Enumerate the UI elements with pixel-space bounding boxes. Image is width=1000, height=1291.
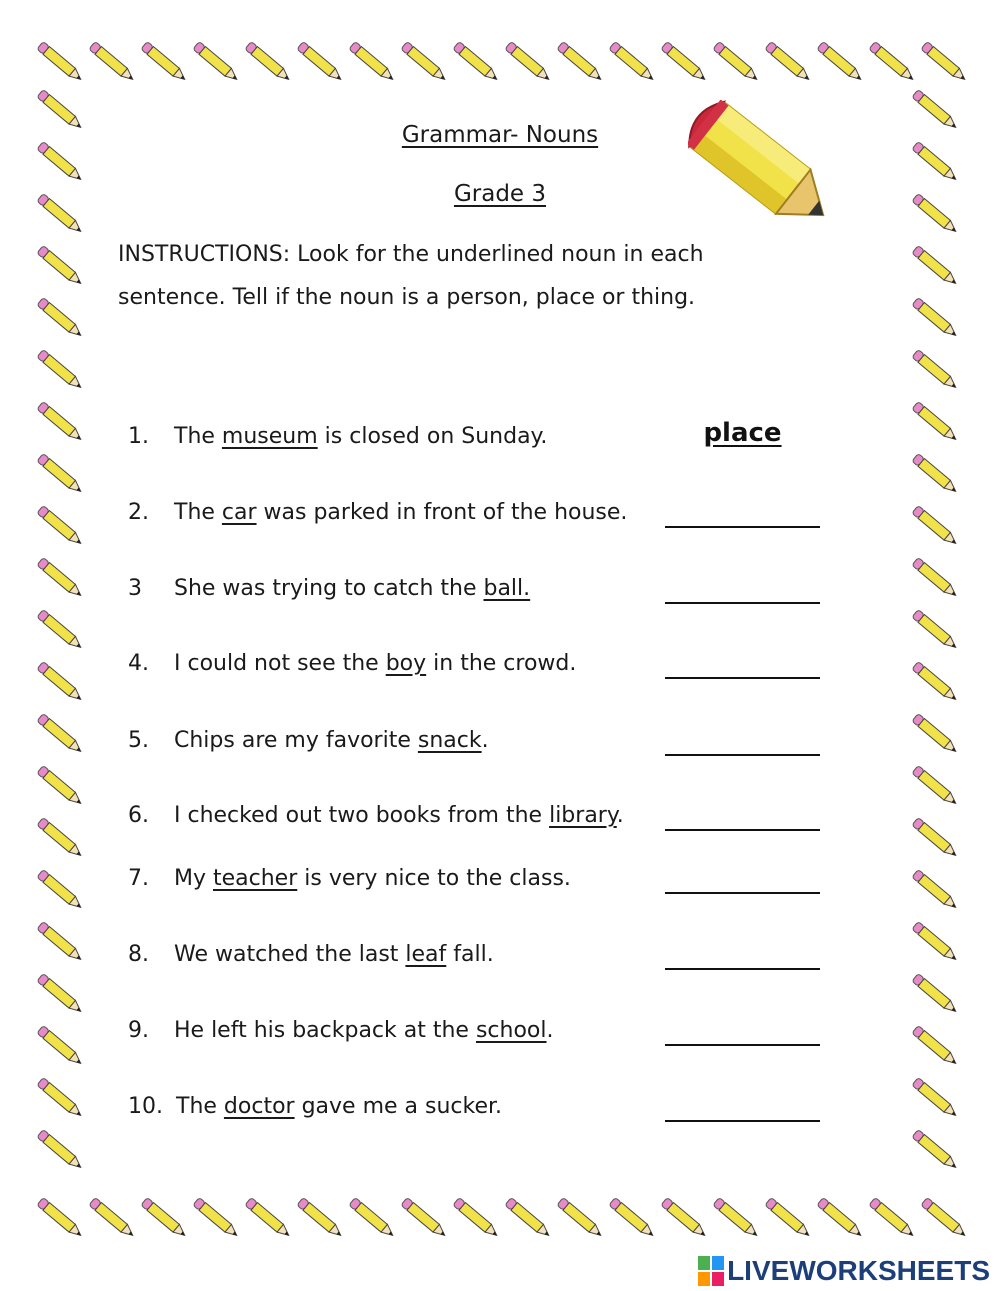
border-pencil-icon [912, 713, 959, 755]
question-sentence [174, 803, 624, 828]
answer-field[interactable] [665, 643, 820, 679]
border-pencil-icon [912, 609, 959, 651]
question-number: 2. [128, 500, 149, 525]
sentence-text: is very nice to the class. [297, 866, 571, 891]
border-pencil-icon [37, 557, 84, 599]
border-pencil-icon [37, 1197, 84, 1239]
sentence-text: He left his backpack at the [174, 1018, 476, 1043]
sentence-text: Chips are my favorite [174, 728, 418, 753]
border-pencil-icon [912, 401, 959, 443]
sentence-text: The [174, 424, 222, 449]
border-pencil-icon [912, 973, 959, 1015]
underlined-noun: leaf [405, 942, 447, 967]
border-pencil-icon [661, 1197, 708, 1239]
question-number: 5. [128, 728, 149, 753]
pencil-icon [688, 100, 848, 250]
border-pencil-icon [37, 921, 84, 963]
border-pencil-icon [765, 41, 812, 83]
border-pencil-icon [765, 1197, 812, 1239]
underlined-noun: museum [221, 424, 318, 449]
question-sentence [174, 1018, 554, 1043]
sentence-text: is closed on Sunday. [317, 424, 548, 449]
border-pencil-icon [193, 41, 240, 83]
border-pencil-icon [921, 1197, 968, 1239]
border-pencil-icon [912, 921, 959, 963]
border-pencil-icon [37, 817, 84, 859]
question-row [128, 492, 828, 532]
question-number: 3 [128, 576, 142, 601]
underlined-noun: boy [385, 651, 427, 676]
border-pencil-icon [37, 661, 84, 703]
instructions-text: INSTRUCTIONS: Look for the underlined noun in each sentence. Tell if the noun is a person, place or thing. [118, 242, 704, 310]
question-number: 1. [128, 424, 149, 449]
border-pencil-icon [245, 41, 292, 83]
border-pencil-icon [505, 41, 552, 83]
question-sentence [174, 866, 571, 891]
answer-field[interactable] [665, 720, 820, 756]
answer-field[interactable] [665, 858, 820, 894]
border-pencil-icon [557, 1197, 604, 1239]
border-pencil-icon [89, 41, 136, 83]
question-row [128, 720, 828, 760]
border-pencil-icon [912, 505, 959, 547]
liveworksheets-brand[interactable] [698, 1255, 990, 1287]
underlined-noun: doctor [223, 1094, 295, 1119]
underlined-noun: teacher [213, 866, 298, 891]
answer-field[interactable] [665, 795, 820, 831]
sentence-text: I could not see the [174, 651, 386, 676]
question-sentence [176, 1094, 502, 1119]
sentence-text: The [174, 500, 222, 525]
underlined-noun: ball. [483, 576, 531, 601]
border-pencil-icon [297, 1197, 344, 1239]
worksheet-title: Grammar- Nouns [401, 122, 599, 148]
border-pencil-icon [401, 41, 448, 83]
border-pencil-icon [557, 41, 604, 83]
brand-name: LIVEWORKSHEETS [727, 1255, 990, 1286]
border-pencil-icon [912, 245, 959, 287]
sentence-text: . [546, 1018, 554, 1043]
border-pencil-icon [912, 661, 959, 703]
answer-field[interactable] [665, 934, 820, 970]
border-pencil-icon [912, 557, 959, 599]
border-pencil-icon [912, 765, 959, 807]
grade-label: Grade 3 [453, 181, 547, 207]
underlined-noun: car [221, 500, 257, 525]
question-number: 10. [128, 1094, 163, 1119]
underlined-noun: school [475, 1018, 547, 1043]
border-pencil-icon [37, 453, 84, 495]
border-pencil-icon [912, 1025, 959, 1067]
question-row [128, 1010, 828, 1050]
border-pencil-icon [37, 297, 84, 339]
underlined-noun: snack [417, 728, 482, 753]
border-pencil-icon [37, 349, 84, 391]
border-pencil-icon [245, 1197, 292, 1239]
liveworksheets-logo-icon [698, 1256, 724, 1286]
border-pencil-icon [869, 41, 916, 83]
sentence-text: gave me a sucker. [294, 1094, 503, 1119]
border-pencil-icon [912, 869, 959, 911]
answer-field[interactable] [665, 1010, 820, 1046]
border-pencil-icon [37, 869, 84, 911]
border-pencil-icon [912, 1077, 959, 1119]
border-pencil-icon [912, 297, 959, 339]
border-pencil-icon [817, 1197, 864, 1239]
border-pencil-icon [89, 1197, 136, 1239]
sentence-text: My [174, 866, 213, 891]
border-pencil-icon [37, 1129, 84, 1171]
question-sentence [174, 651, 576, 676]
border-pencil-icon [912, 349, 959, 391]
question-row [128, 795, 828, 835]
border-pencil-icon [817, 41, 864, 83]
question-sentence [174, 728, 489, 753]
border-pencil-icon [37, 765, 84, 807]
answer-field[interactable] [665, 568, 820, 604]
sentence-text: The [176, 1094, 224, 1119]
border-pencil-icon [37, 505, 84, 547]
sentence-text: She was trying to catch the [174, 576, 484, 601]
question-sentence [174, 576, 530, 601]
question-sentence [174, 500, 627, 525]
sentence-text: fall. [446, 942, 494, 967]
border-pencil-icon [609, 41, 656, 83]
border-pencil-icon [37, 1025, 84, 1067]
border-pencil-icon [349, 41, 396, 83]
question-row [128, 643, 828, 683]
border-pencil-icon [37, 609, 84, 651]
border-pencil-icon [193, 1197, 240, 1239]
border-pencil-icon [141, 41, 188, 83]
sentence-text: I checked out two books from the [174, 803, 550, 828]
answer-field[interactable] [665, 492, 820, 528]
border-pencil-icon [37, 1077, 84, 1119]
question-row [128, 416, 828, 456]
border-pencil-icon [349, 1197, 396, 1239]
border-pencil-icon [37, 41, 84, 83]
border-pencil-icon [505, 1197, 552, 1239]
border-pencil-icon [713, 41, 760, 83]
question-number: 7. [128, 866, 149, 891]
border-pencil-icon [141, 1197, 188, 1239]
question-row [128, 568, 828, 608]
border-pencil-icon [661, 41, 708, 83]
answer-field[interactable] [665, 1086, 820, 1122]
border-pencil-icon [869, 1197, 916, 1239]
question-row [128, 858, 828, 898]
question-sentence [174, 424, 547, 449]
question-number: 6. [128, 803, 149, 828]
border-pencil-icon [453, 41, 500, 83]
question-row [128, 934, 828, 974]
border-pencil-icon [609, 1197, 656, 1239]
border-pencil-icon [912, 453, 959, 495]
sentence-text: . [616, 803, 624, 828]
answer-field[interactable] [665, 416, 820, 450]
border-pencil-icon [37, 401, 84, 443]
sentence-text: was parked in front of the house. [256, 500, 628, 525]
question-number: 4. [128, 651, 149, 676]
sentence-text: in the crowd. [426, 651, 577, 676]
border-pencil-icon [37, 713, 84, 755]
sentence-text: We watched the last [174, 942, 406, 967]
border-pencil-icon [912, 817, 959, 859]
border-pencil-icon [713, 1197, 760, 1239]
question-number: 9. [128, 1018, 149, 1043]
question-row [128, 1086, 828, 1126]
border-pencil-icon [921, 41, 968, 83]
border-pencil-icon [401, 1197, 448, 1239]
border-pencil-icon [37, 245, 84, 287]
sentence-text: . [481, 728, 489, 753]
question-sentence [174, 942, 494, 967]
border-pencil-icon [912, 1129, 959, 1171]
border-pencil-icon [37, 973, 84, 1015]
border-pencil-icon [297, 41, 344, 83]
underlined-noun: library [549, 803, 617, 828]
question-number: 8. [128, 942, 149, 967]
border-pencil-icon [453, 1197, 500, 1239]
